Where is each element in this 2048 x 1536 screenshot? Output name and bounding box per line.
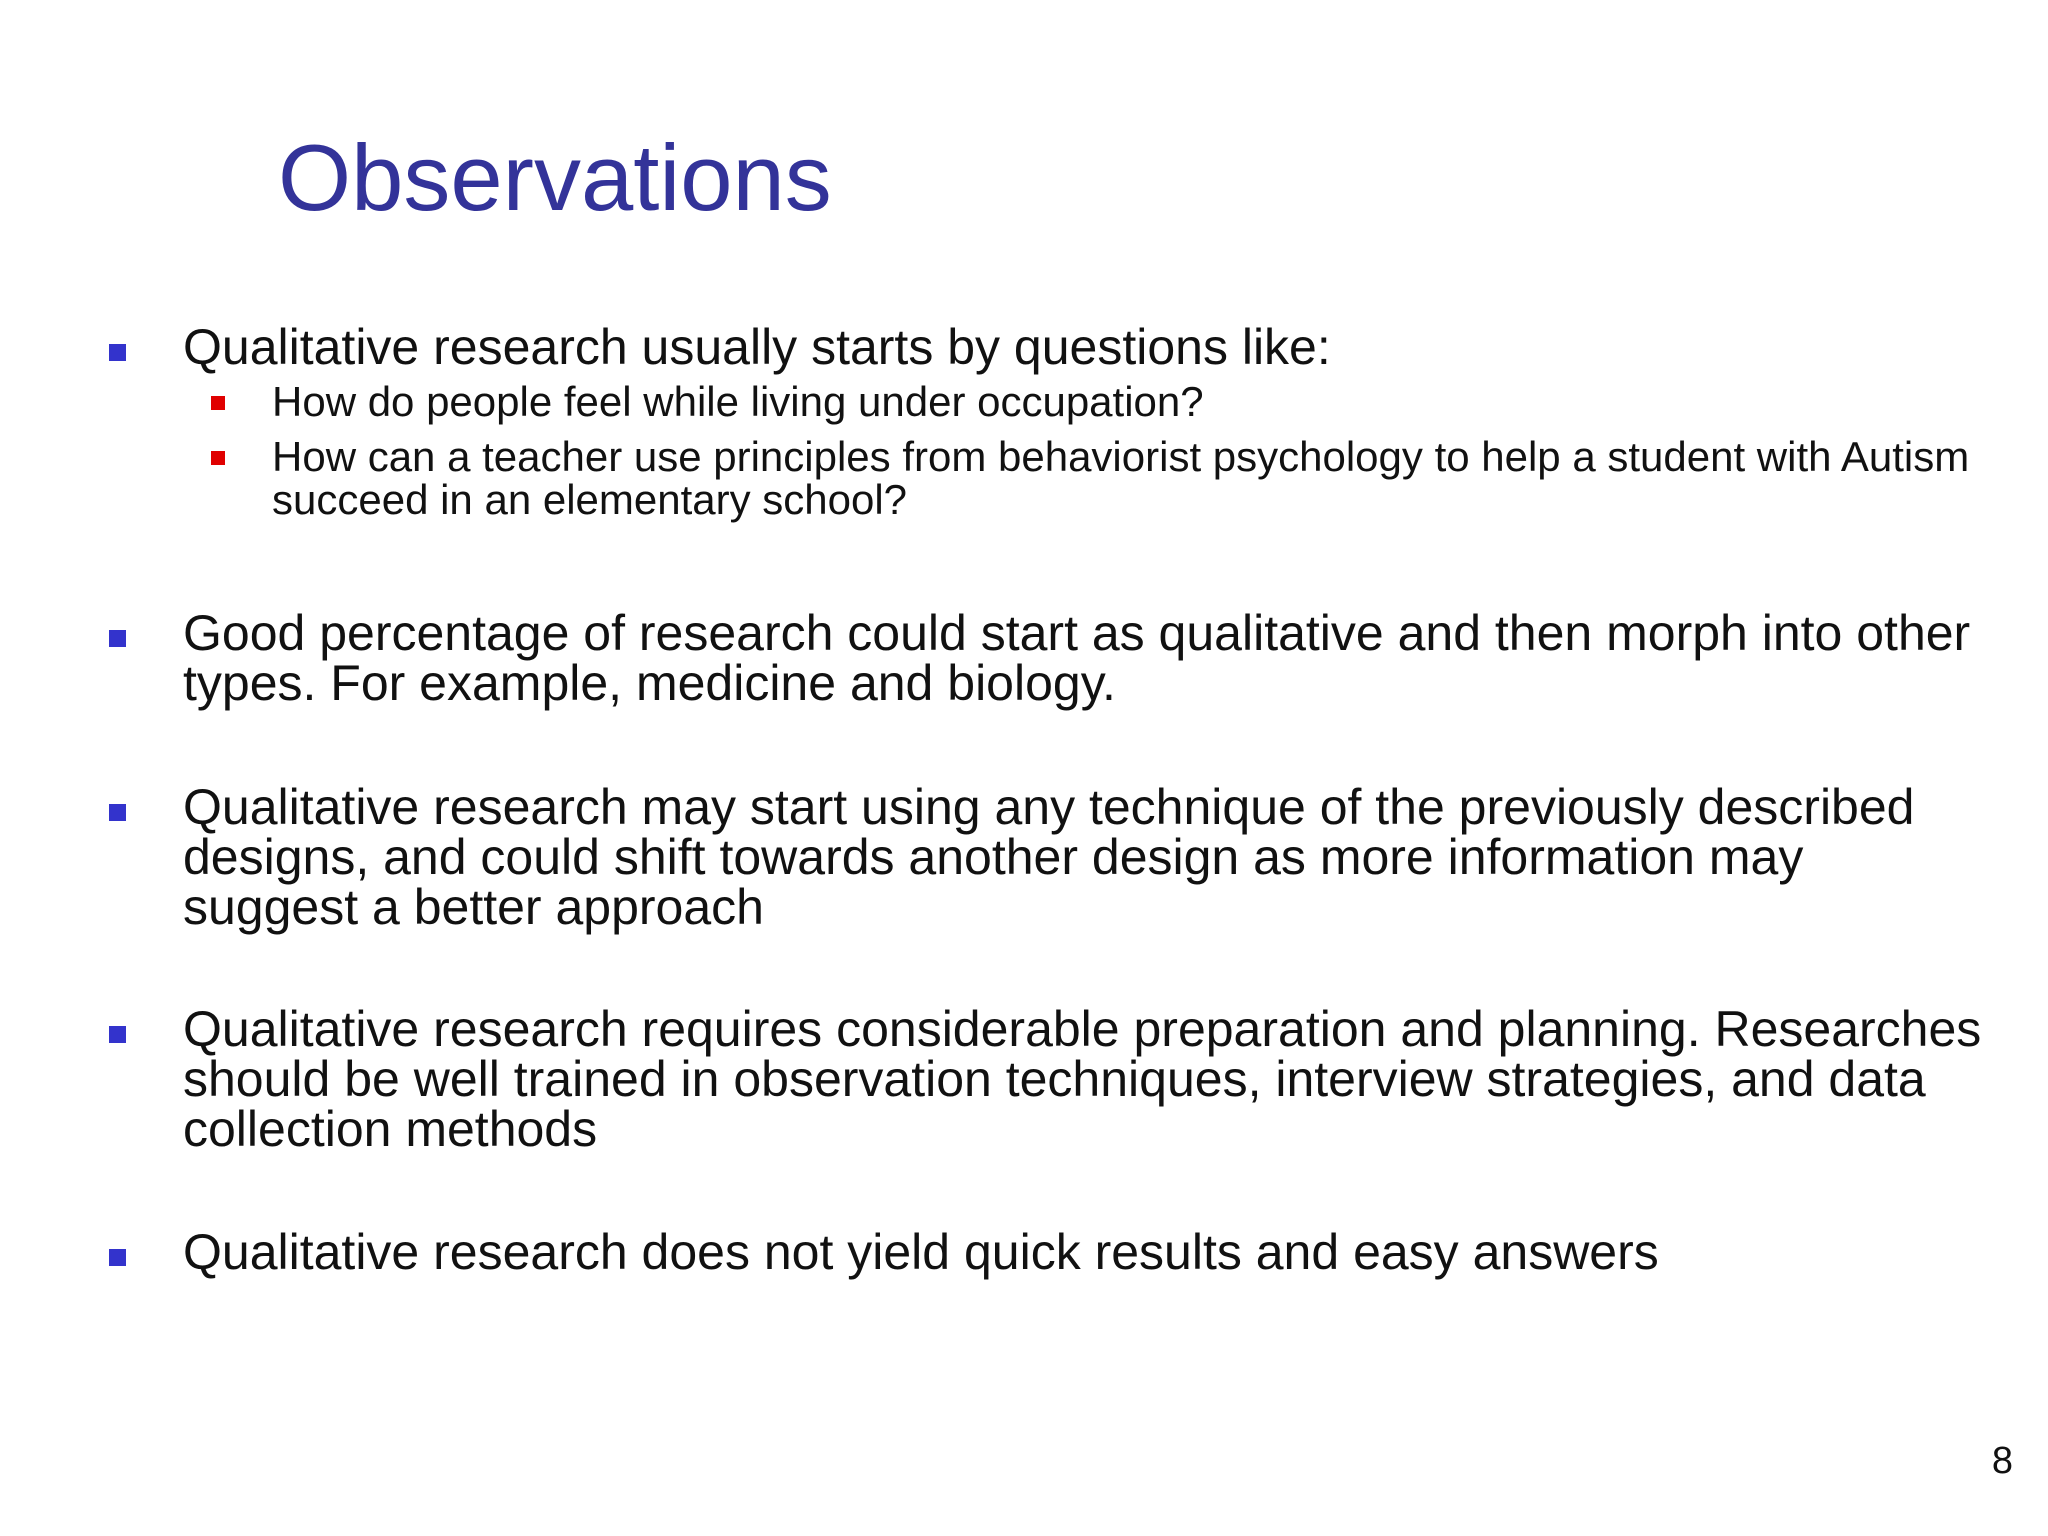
square-sub-bullet-icon: [211, 396, 225, 410]
square-bullet-icon: [109, 804, 126, 821]
sub-bullet-text: How can a teacher use principles from behaviorist psychology to help a student with Autism succeed in an elementary school?: [272, 433, 1970, 523]
square-bullet-icon: [109, 1249, 126, 1266]
sub-bullet-text: How do people feel while living under occupation?: [272, 378, 1204, 425]
bullet-text: Good percentage of research could start as qualitative and then morph into other types. For example, medicine and biology.: [183, 605, 1971, 711]
bullet-text: Qualitative research may start using any technique of the previously described designs, and could shift towards another design as more information may suggest a better approach: [183, 779, 1915, 935]
page-number: 8: [1991, 1440, 2013, 1482]
bullet-text: Qualitative research requires considerable preparation and planning. Researches should be well trained in observation techniques, interview strategies, and data collection methods: [183, 1001, 1982, 1157]
slide-title: Observations: [278, 125, 832, 230]
square-bullet-icon: [109, 630, 126, 647]
bullet-text: Qualitative research does not yield quick results and easy answers: [183, 1224, 1659, 1280]
square-sub-bullet-icon: [211, 451, 225, 465]
bullet-text: Qualitative research usually starts by questions like:: [183, 319, 1331, 375]
square-bullet-icon: [109, 344, 126, 361]
square-bullet-icon: [109, 1026, 126, 1043]
